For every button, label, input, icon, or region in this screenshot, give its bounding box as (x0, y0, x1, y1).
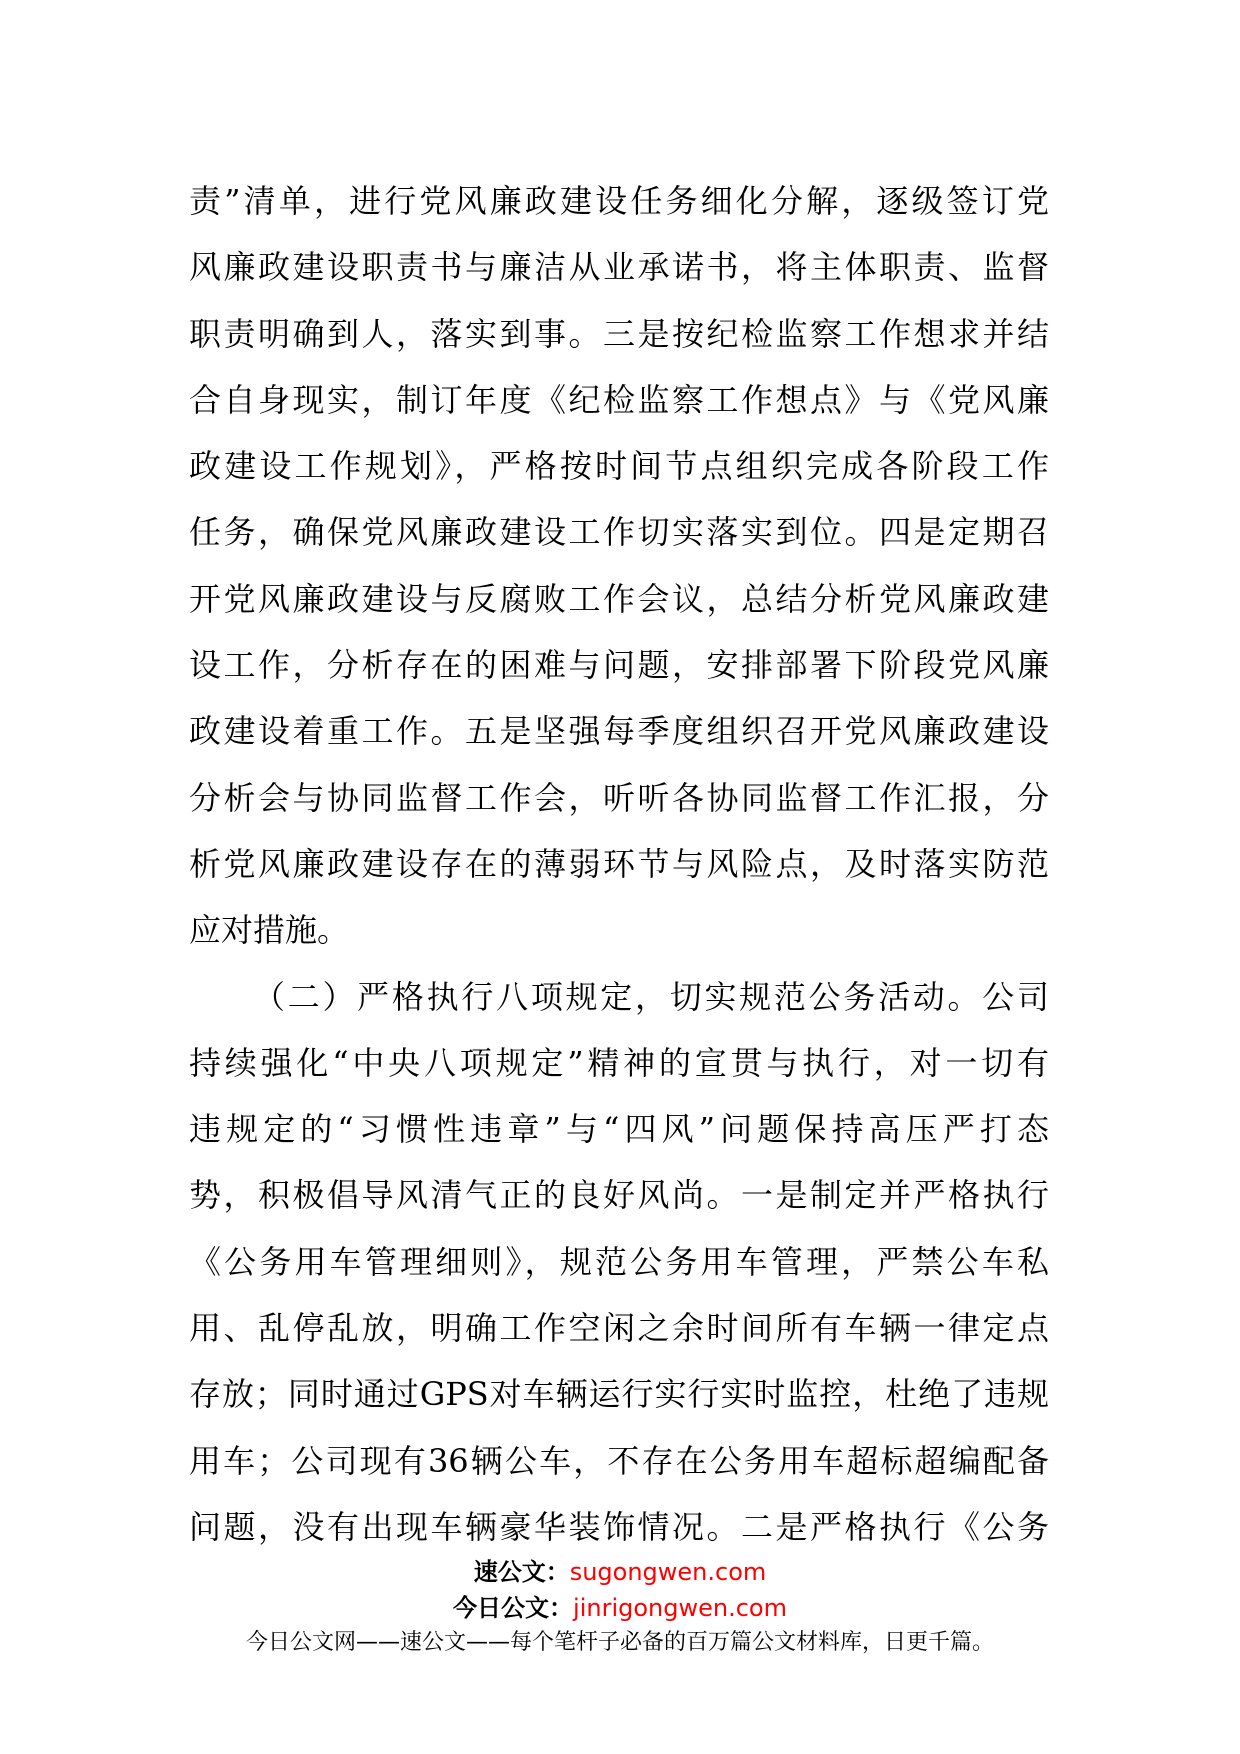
footer-site-2-label: 今日公文： (453, 1594, 574, 1622)
footer-site-2-url[interactable]: jinrigongwen.com (573, 1594, 787, 1622)
text-line: 《公务用车管理细则》，规范公务用车管理，严禁公车私 (189, 1242, 1049, 1281)
text-line: 职责明确到人，落实到事。三是按纪检监察工作想求并结 (189, 314, 1049, 353)
text-line: 政建设着重工作。五是坚强每季度组织召开党风廉政建设 (189, 712, 1049, 751)
document-body (189, 168, 1049, 1560)
text-line: 用车；公司现有36辆公车，不存在公务用车超标超编配备 (189, 1441, 1049, 1480)
watermark-footer (0, 1554, 1240, 1660)
text-line: 责”清单，进行党风廉政建设任务细化分解，逐级签订党 (189, 182, 1049, 220)
text-line: 问题，没有出现车辆豪华装饰情况。二是严格执行《公务 (189, 1507, 1049, 1546)
section-heading-line: （二）严格执行八项规定，切实规范公务活动。公司 (253, 977, 1049, 1016)
footer-slogan: 今日公文网——速公文——每个笔杆子必备的百万篇公文材料库，日更千篇。 (245, 1630, 994, 1655)
text-line: 势，积极倡导风清气正的良好风尚。一是制定并严格执行 (189, 1176, 1049, 1215)
footer-site-1 (0, 1554, 1240, 1590)
text-line: 合自身现实，制订年度《纪检监察工作想点》与《党风廉 (189, 380, 1049, 419)
text-line: 风廉政建设职责书与廉洁从业承诺书，将主体职责、监督 (189, 248, 1049, 287)
footer-site-1-label: 速公文： (473, 1558, 570, 1586)
text-line: 违规定的“习惯性违章”与“四风”问题保持高压严打态 (189, 1110, 1049, 1149)
text-line: 存放；同时通过GPS对车辆运行实行实时监控，杜绝了违规 (189, 1375, 1049, 1414)
text-line: 开党风廉政建设与反腐败工作会议，总结分析党风廉政建 (189, 579, 1049, 618)
text-line: 持续强化“中央八项规定”精神的宣贯与执行，对一切有 (189, 1043, 1049, 1082)
text-line: 分析会与协同监督工作会，听听各协同监督工作汇报，分 (189, 778, 1049, 817)
footer-site-1-url[interactable]: sugongwen.com (569, 1558, 767, 1586)
text-line: 设工作，分析存在的困难与问题，安排部署下阶段党风廉 (189, 646, 1049, 685)
text-line: 任务，确保党风廉政建设工作切实落实到位。四是定期召 (189, 513, 1049, 552)
text-line: 政建设工作规划》，严格按时间节点组织完成各阶段工作 (189, 447, 1049, 486)
text-line: 用、乱停乱放，明确工作空闲之余时间所有车辆一律定点 (189, 1309, 1049, 1348)
text-line: 析党风廉政建设存在的薄弱环节与风险点，及时落实防范 (189, 844, 1049, 883)
text-line: 应对措施。 (189, 911, 350, 950)
footer-site-2 (0, 1590, 1240, 1626)
